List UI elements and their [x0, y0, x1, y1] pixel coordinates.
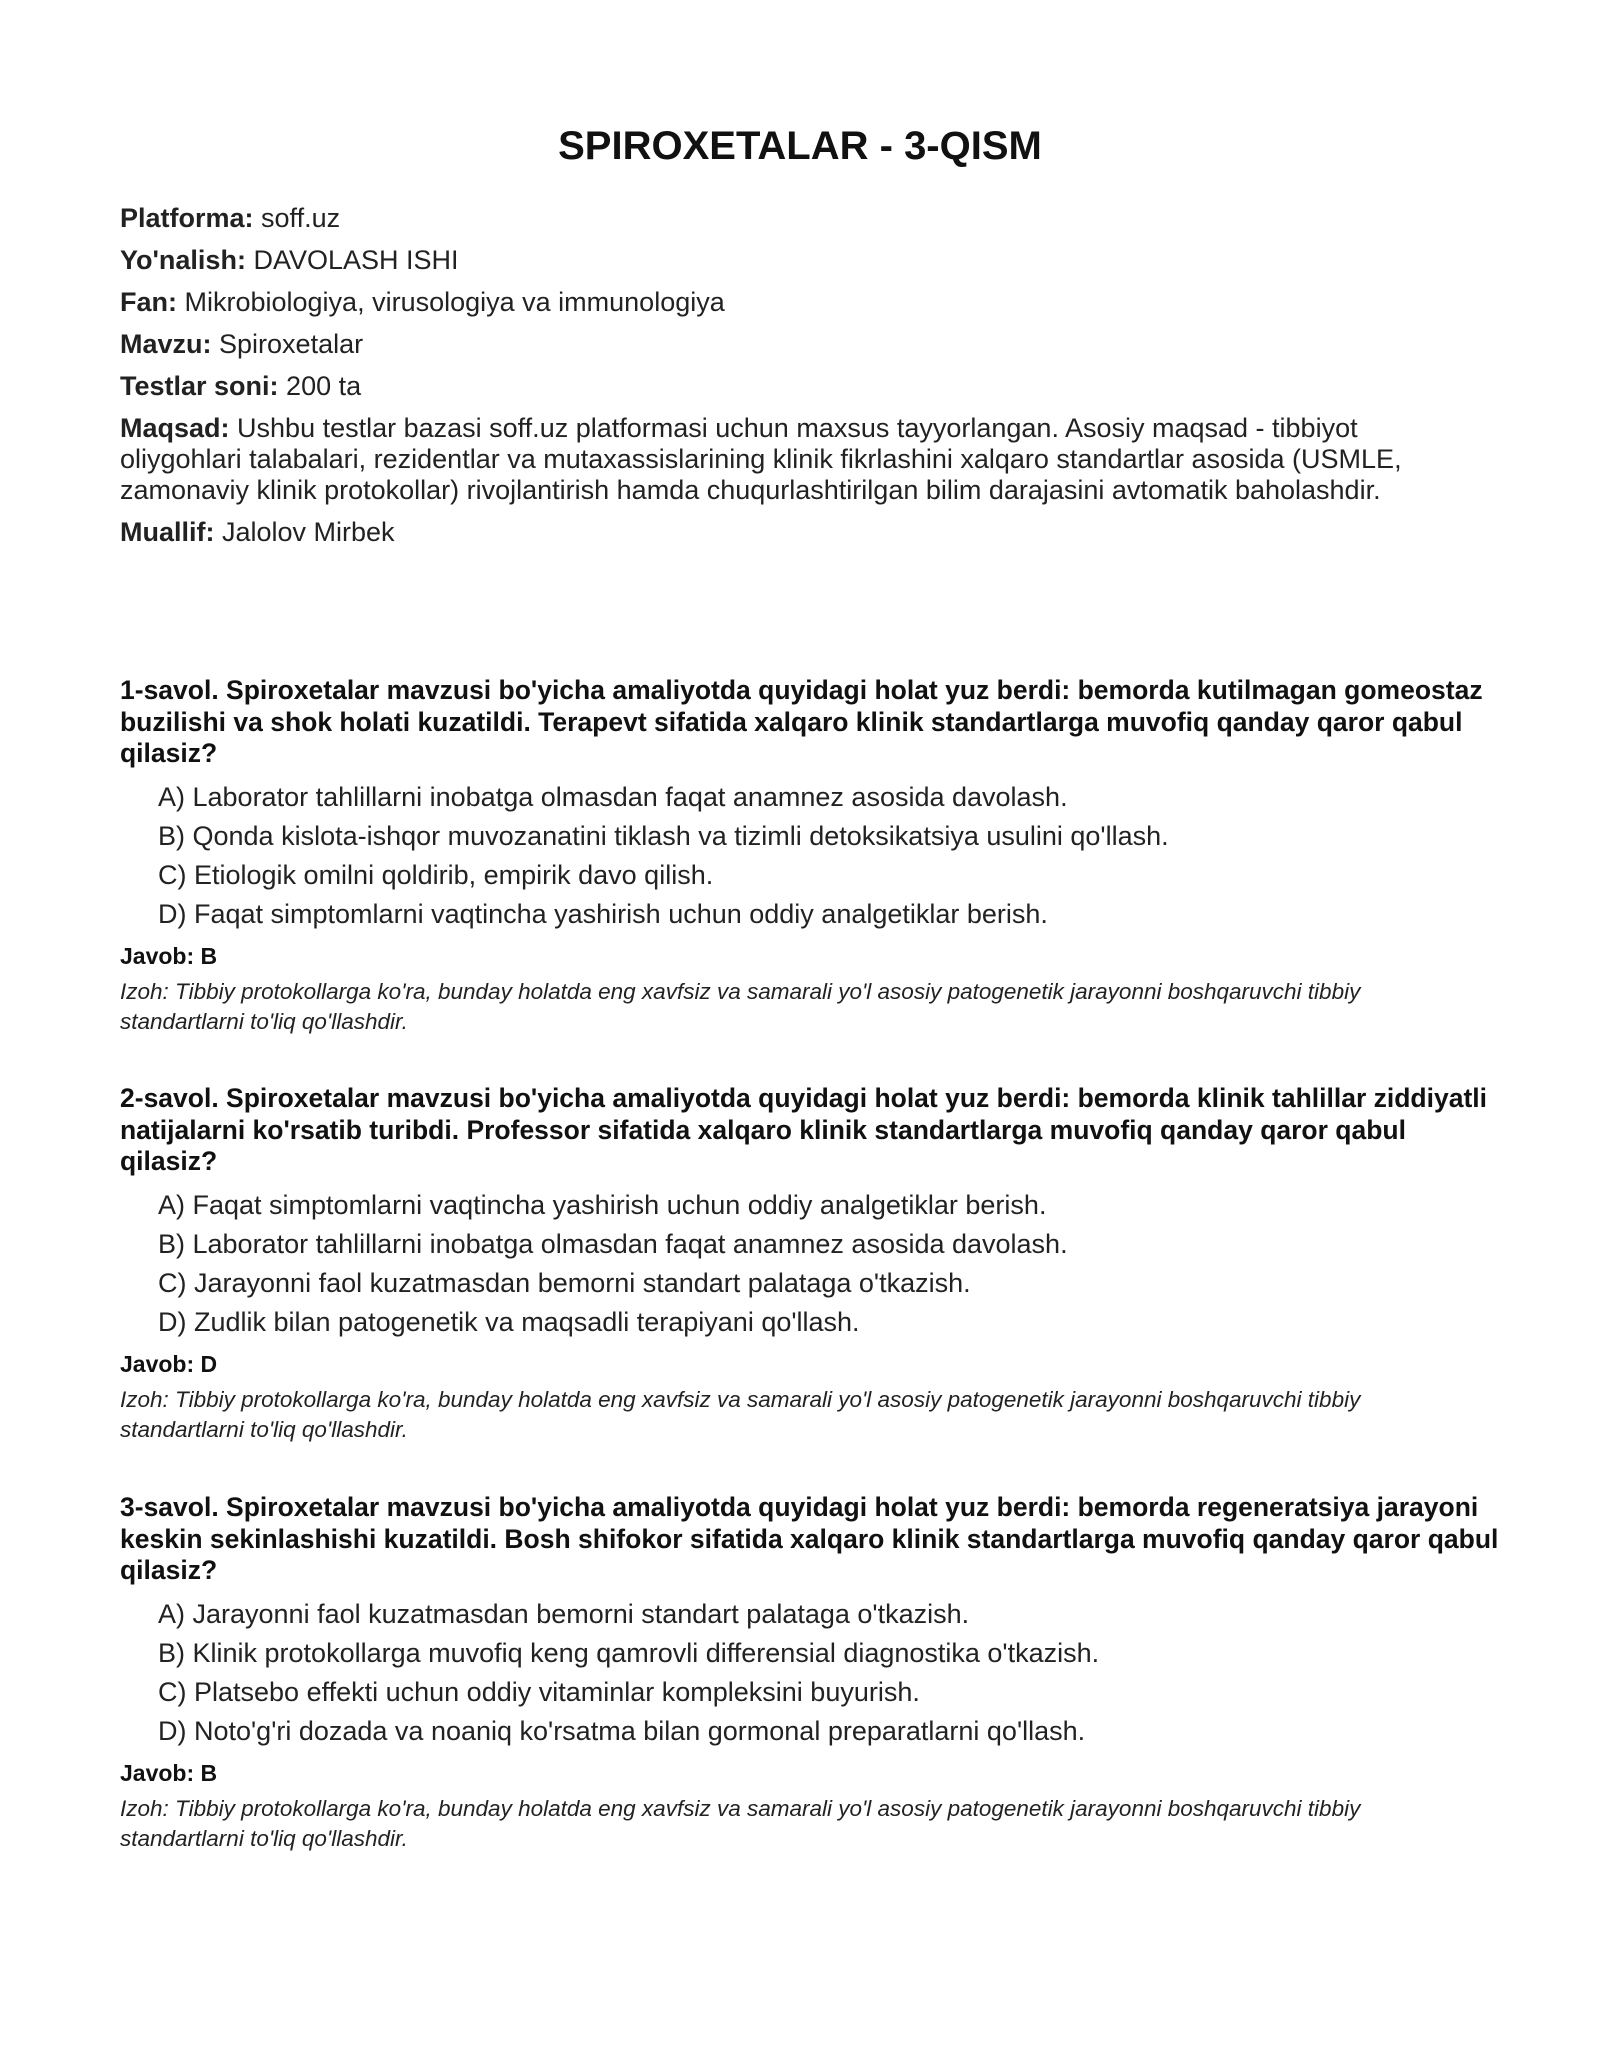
option-b: B) Qonda kislota-ishqor muvozanatini tiklash va tizimli detoksikatsiya usulini qo'llash. — [158, 820, 1169, 851]
answer-label: Javob: B — [120, 1759, 218, 1786]
meta-value: Spiroxetalar — [211, 329, 364, 359]
question-text: 1-savol. Spiroxetalar mavzusi bo'yicha amaliyotda quyidagi holat yuz berdi: bemorda kutilmagan gomeostaz buzilishi va shok holati kuzatildi. Terapevt sifatida xalqaro klinik standartlarga muvofiq qanday qaror qabul qilasiz? — [120, 675, 1483, 768]
option-c: C) Jarayonni faol kuzatmasdan bemorni standart palataga o'tkazish. — [158, 1267, 971, 1298]
options-list — [158, 1190, 1500, 1338]
meta-muallif — [120, 517, 1450, 548]
options-list — [158, 782, 1500, 930]
meta-key: Muallif: — [120, 517, 215, 547]
explanation-text: Izoh: Tibbiy protokollarga ko'ra, bunday holatda eng xavfsiz va samarali yo'l asosiy patogenetik jarayonni boshqaruvchi tibbiy standartlarni to'liq qo'llashdir. — [120, 1795, 1361, 1851]
question-1 — [120, 675, 1500, 1037]
meta-fan — [120, 287, 1450, 318]
meta-key: Testlar soni: — [120, 371, 279, 401]
meta-maqsad — [120, 413, 1450, 506]
answer-label: Javob: B — [120, 942, 218, 969]
document-title: SPIROXETALAR - 3-QISM — [558, 124, 1042, 168]
meta-mavzu — [120, 329, 1450, 360]
meta-key: Platforma: — [120, 203, 254, 233]
meta-yonalish — [120, 245, 1450, 276]
option-b: B) Klinik protokollarga muvofiq keng qamrovli differensial diagnostika o'tkazish. — [158, 1637, 1100, 1668]
option-d: D) Zudlik bilan patogenetik va maqsadli terapiyani qo'llash. — [158, 1306, 860, 1337]
explanation-text: Izoh: Tibbiy protokollarga ko'ra, bunday holatda eng xavfsiz va samarali yo'l asosiy patogenetik jarayonni boshqaruvchi tibbiy standartlarni to'liq qo'llashdir. — [120, 1386, 1361, 1442]
meta-value: DAVOLASH ISHI — [245, 245, 459, 275]
meta-key: Yo'nalish: — [120, 245, 246, 275]
meta-key: Fan: — [120, 287, 177, 317]
question-text: 2-savol. Spiroxetalar mavzusi bo'yicha amaliyotda quyidagi holat yuz berdi: bemorda klinik tahlillar ziddiyatli natijalarni ko'rsatib turibdi. Professor sifatida xalqaro klinik standartlarga muvofiq qanday qaror qabul qilasiz? — [120, 1083, 1488, 1176]
question-text: 3-savol. Spiroxetalar mavzusi bo'yicha amaliyotda quyidagi holat yuz berdi: bemorda regeneratsiya jarayoni keskin sekinlashishi kuzatildi. Bosh shifokor sifatida xalqaro klinik standartlarga muvofiq qanday qaror qabul qilasiz? — [120, 1492, 1499, 1585]
option-b: B) Laborator tahlillarni inobatga olmasdan faqat anamnez asosida davolash. — [158, 1228, 1068, 1259]
meta-testlar-soni — [120, 371, 1450, 402]
metadata-block — [120, 203, 1450, 559]
option-c: C) Platsebo effekti uchun oddiy vitaminlar kompleksini buyurish. — [158, 1676, 920, 1707]
question-3 — [120, 1492, 1500, 1854]
meta-value: Jalolov Mirbek — [214, 517, 395, 547]
meta-key: Maqsad: — [120, 413, 230, 443]
option-a: A) Jarayonni faol kuzatmasdan bemorni standart palataga o'tkazish. — [158, 1598, 970, 1629]
question-2 — [120, 1083, 1500, 1445]
meta-value: Ushbu testlar bazasi soff.uz platformasi uchun maxsus tayyorlangan. Asosiy maqsad - tibbiyot oliygohlari talabalari, rezidentlar va mutaxassislarining klinik fikrlashini xalqaro standartlar asosida (USMLE, zamonaviy klinik protokollar) rivojlantirish hamda chuqurlashtirilgan bilim darajasini avtomatik baholashdir. — [120, 413, 1402, 505]
answer-label: Javob: D — [120, 1350, 218, 1377]
meta-platforma — [120, 203, 1450, 234]
option-a: A) Laborator tahlillarni inobatga olmasdan faqat anamnez asosida davolash. — [158, 781, 1068, 812]
meta-value: Mikrobiologiya, virusologiya va immunologiya — [177, 287, 725, 317]
meta-key: Mavzu: — [120, 329, 212, 359]
option-d: D) Noto'g'ri dozada va noaniq ko'rsatma bilan gormonal preparatlarni qo'llash. — [158, 1715, 1086, 1746]
option-c: C) Etiologik omilni qoldirib, empirik davo qilish. — [158, 859, 714, 890]
meta-value: soff.uz — [253, 203, 341, 233]
option-d: D) Faqat simptomlarni vaqtincha yashirish uchun oddiy analgetiklar berish. — [158, 898, 1048, 929]
options-list — [158, 1599, 1500, 1747]
explanation-text: Izoh: Tibbiy protokollarga ko'ra, bunday holatda eng xavfsiz va samarali yo'l asosiy patogenetik jarayonni boshqaruvchi tibbiy standartlarni to'liq qo'llashdir. — [120, 978, 1361, 1034]
option-a: A) Faqat simptomlarni vaqtincha yashirish uchun oddiy analgetiklar berish. — [158, 1189, 1047, 1220]
meta-value: 200 ta — [278, 371, 362, 401]
